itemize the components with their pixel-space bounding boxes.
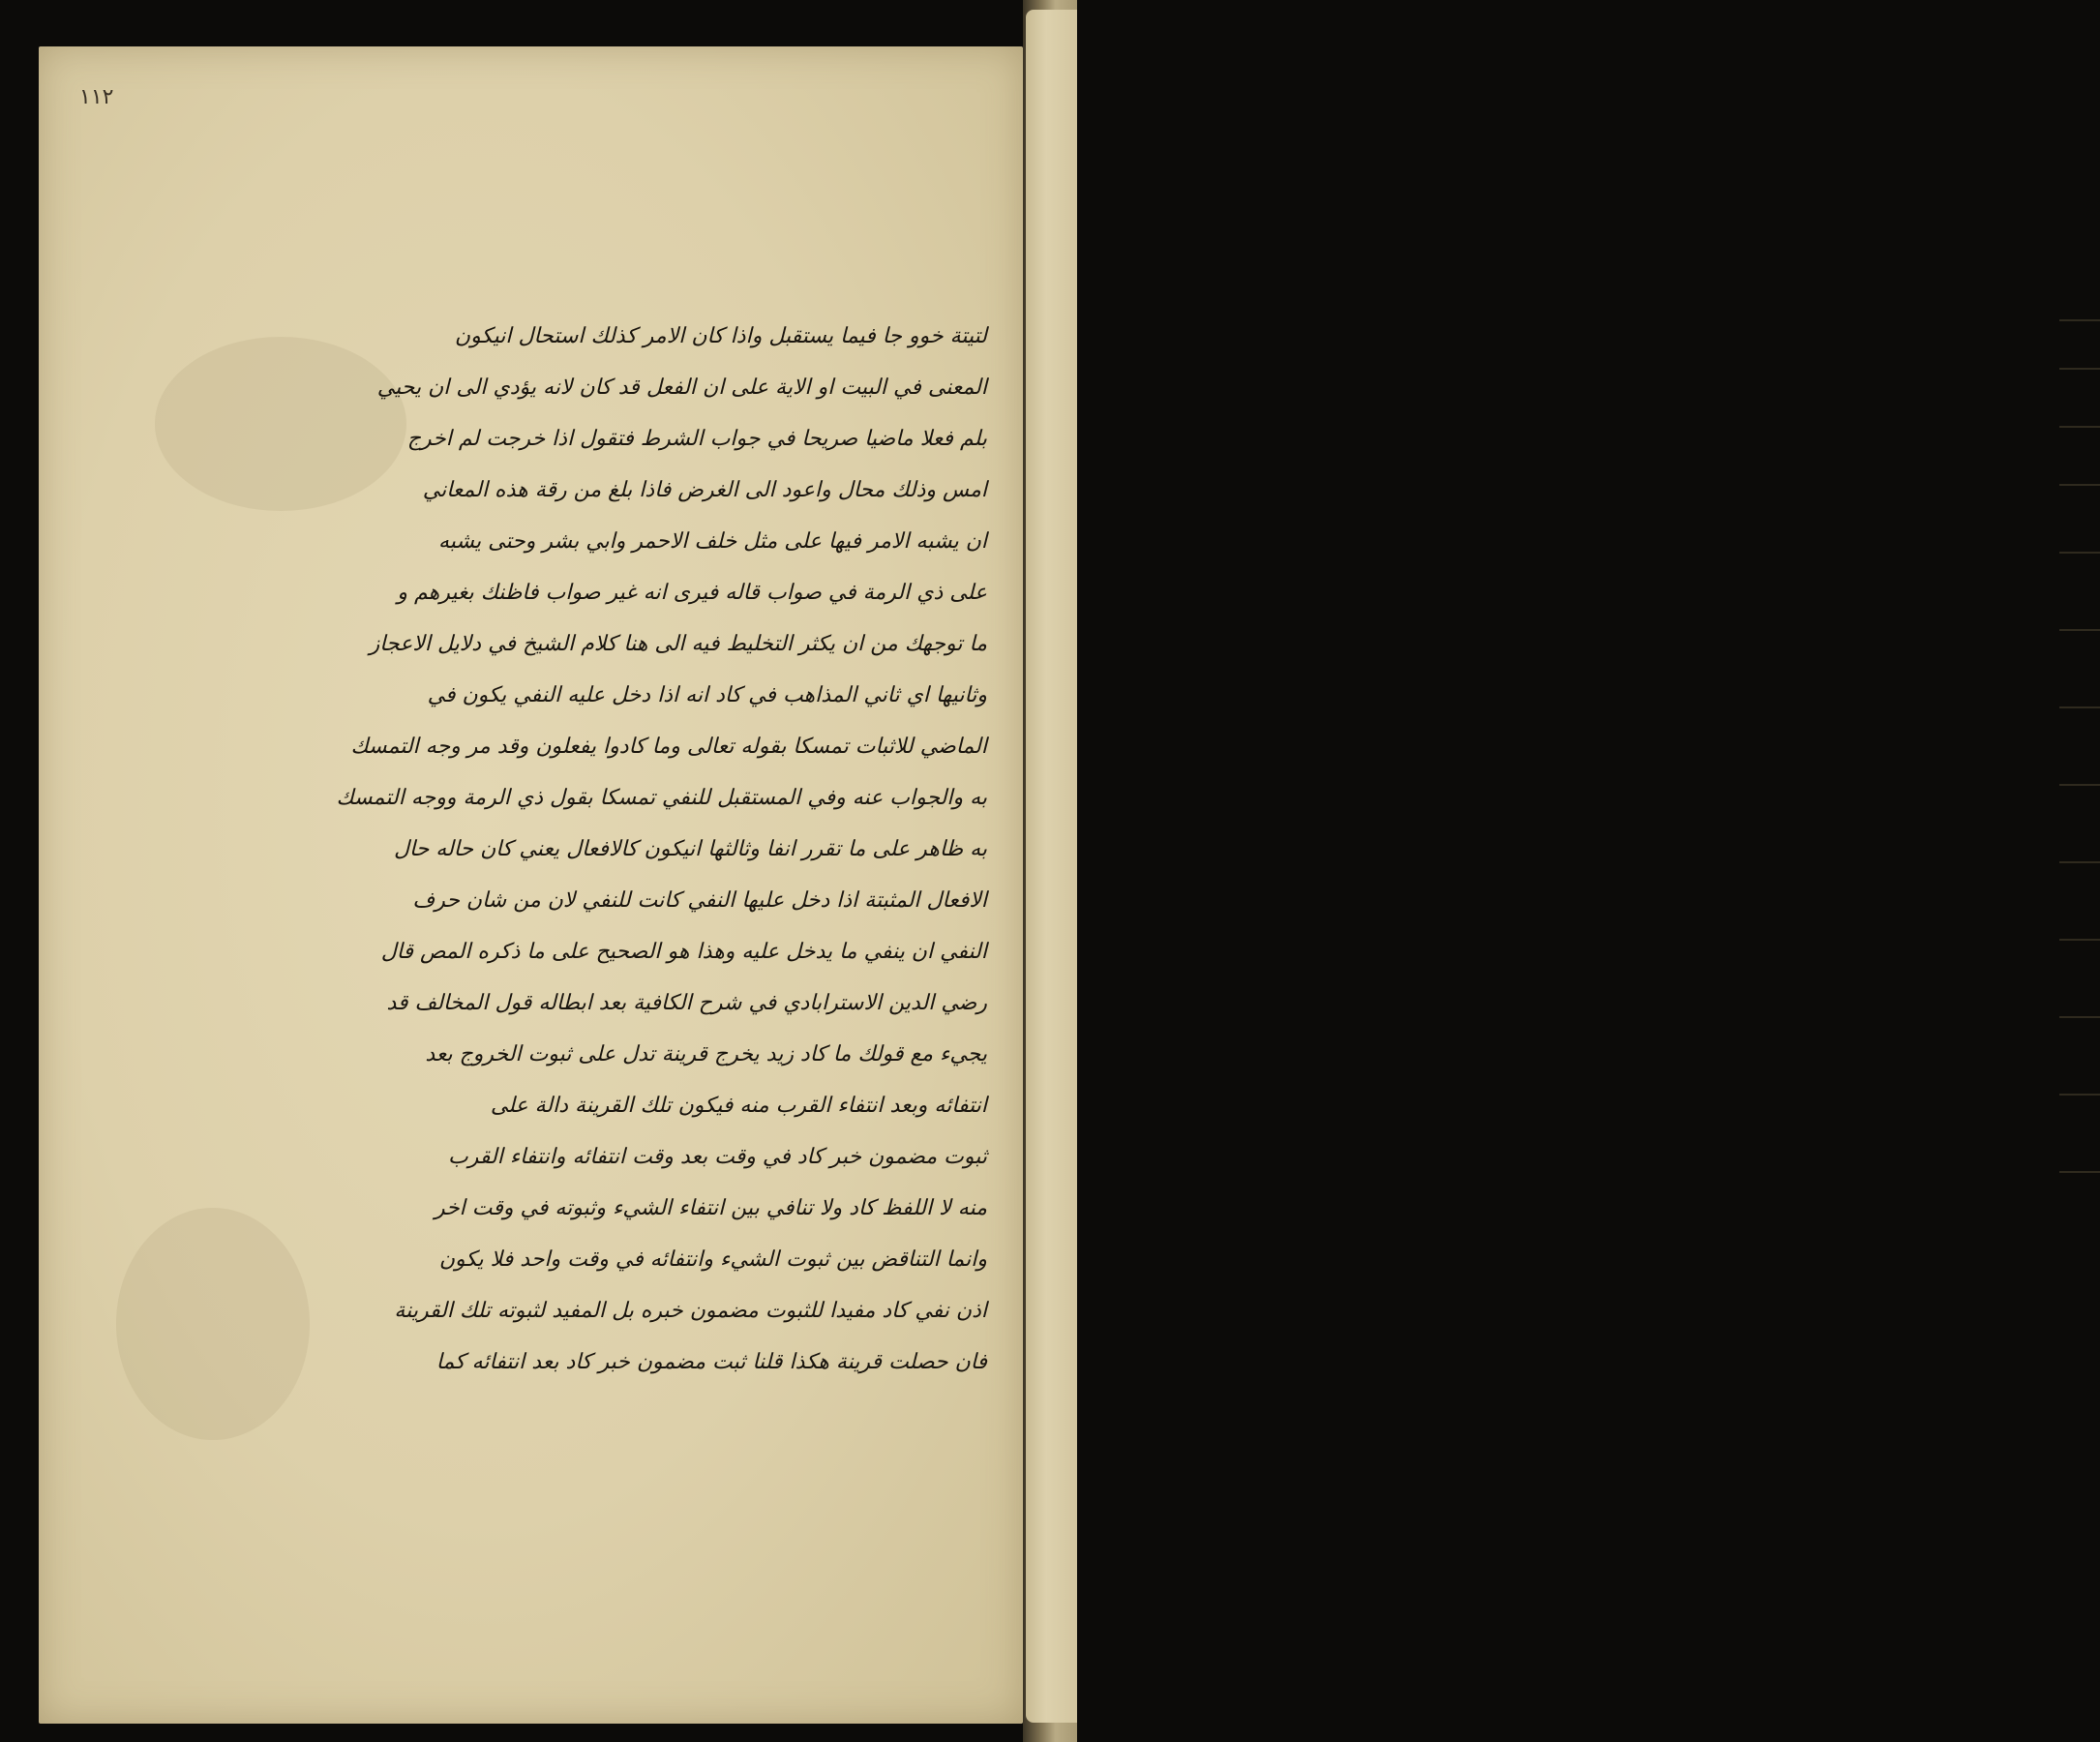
text-line: الافعال المثبتة اذا دخل عليها النفي كانت للنفي لان من شان حرف bbox=[412, 888, 987, 913]
text-line: المعنى في البيت او الاية على ان الفعل قد كان لانه يؤدي الى ان يحيي bbox=[376, 375, 987, 400]
bleed-through-line bbox=[2059, 319, 2100, 321]
text-line: امس وذلك محال واعود الى الغرض فاذا بلغ من رقة هذه المعاني bbox=[422, 478, 987, 502]
bleed-through-line bbox=[2059, 629, 2100, 631]
text-line: رضي الدين الاسترابادي في شرح الكافية بعد ابطاله قول المخالف قد bbox=[386, 991, 987, 1015]
text-line: فان حصلت قرينة هكذا قلنا ثبت مضمون خبر كاد بعد انتفائه كما bbox=[435, 1350, 987, 1374]
text-line: ان يشبه الامر فيها على مثل خلف الاحمر وابي بشر وحتى يشبه bbox=[437, 529, 987, 554]
bleed-through-line bbox=[2059, 484, 2100, 486]
text-line: ثبوت مضمون خبر كاد في وقت بعد وقت انتفائه وانتفاء القرب bbox=[448, 1145, 987, 1169]
text-line: اذن نفي كاد مفيدا للثبوت مضمون خبره بل المفيد لثبوته تلك القرينة bbox=[394, 1299, 987, 1323]
text-line: الماضي للاثبات تمسكا بقوله تعالى وما كادوا يفعلون وقد مر وجه التمسك bbox=[350, 735, 987, 759]
bleed-through-line bbox=[2059, 1094, 2100, 1096]
bleed-through-line bbox=[2059, 861, 2100, 863]
text-line: انتفائه وبعد انتفاء القرب منه فيكون تلك القرينة دالة على bbox=[490, 1094, 987, 1118]
bleed-through-line bbox=[2059, 706, 2100, 708]
facing-page-edge bbox=[1026, 10, 1077, 1723]
bleed-through-line bbox=[2059, 1171, 2100, 1173]
bleed-through-line bbox=[2059, 426, 2100, 428]
bleed-through-line bbox=[2059, 939, 2100, 941]
bleed-through-line bbox=[2059, 1016, 2100, 1018]
text-line: منه لا اللفظ كاد ولا تنافي بين انتفاء الشيء وثبوته في وقت اخر bbox=[434, 1196, 987, 1220]
text-line: به والجواب عنه وفي المستقبل للنفي تمسكا بقول ذي الرمة ووجه التمسك bbox=[336, 786, 987, 810]
text-line: لتيتة خوو جا فيما يستقبل واذا كان الامر كذلك استحال انيكون bbox=[454, 324, 987, 348]
text-line: النفي ان ينفي ما يدخل عليه وهذا هو الصحيح على ما ذكره المص قال bbox=[380, 940, 987, 964]
bleed-through-line bbox=[2059, 552, 2100, 554]
bleed-through-line bbox=[2059, 784, 2100, 786]
folio-number: ١١٢ bbox=[79, 85, 114, 109]
text-line: به ظاهر على ما تقرر انفا وثالثها انيكون كالافعال يعني كان حاله حال bbox=[394, 837, 987, 861]
text-line: بلم فعلا ماضيا صريحا في جواب الشرط فتقول اذا خرجت لم اخرج bbox=[406, 427, 987, 451]
paper-stain bbox=[155, 337, 406, 511]
text-line: يجيء مع قولك ما كاد زيد يخرج قرينة تدل على ثبوت الخروج بعد bbox=[425, 1042, 987, 1066]
main-text-block bbox=[336, 315, 987, 1427]
bleed-through-line bbox=[2059, 368, 2100, 370]
text-line: ما توجهك من ان يكثر التخليط فيه الى هنا كلام الشيخ في دلايل الاعجاز bbox=[369, 632, 987, 656]
text-line: وثانيها اي ثاني المذاهب في كاد انه اذا دخل عليه النفي يكون في bbox=[427, 683, 987, 707]
paper-stain bbox=[116, 1208, 310, 1440]
text-line: وانما التناقض بين ثبوت الشيء وانتفائه في وقت واحد فلا يكون bbox=[438, 1247, 987, 1272]
text-line: على ذي الرمة في صواب قاله فيرى انه غير صواب فاظنك بغيرهم و bbox=[397, 581, 987, 605]
